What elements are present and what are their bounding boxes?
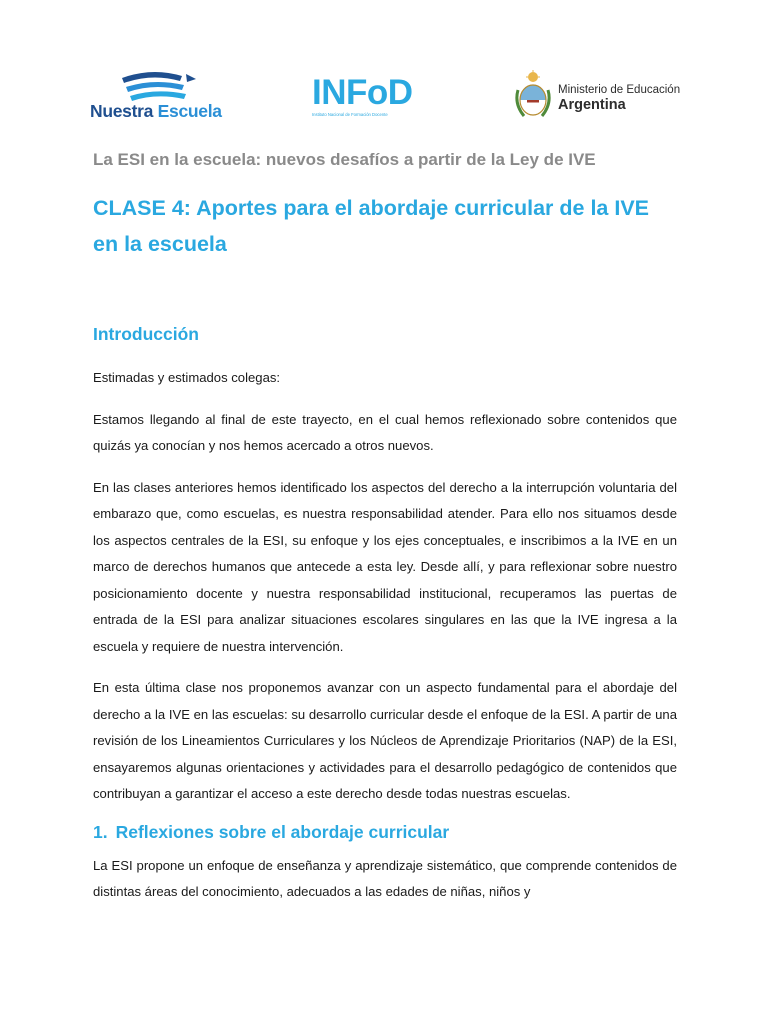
section-title: Reflexiones sobre el abordaje curricular bbox=[115, 821, 450, 842]
section-heading bbox=[93, 822, 677, 843]
paragraph: En las clases anteriores hemos identificado los aspectos del derecho a la interrupción voluntaria del embarazo que, como escuelas, es nuestra responsabilidad atender. Para ello nos situamos desde los aspectos centrales de la ESI, su enfoque y los ejes conceptuales, e inscribimos a la IVE en un marco de derechos humanos que antecede a esta ley. Desde allí, y para reflexionar sobre nuestro posicionamiento docente y nuestra responsabilidad institucional, recuperamos las puertas de entrada de la ESI para analizar situaciones escolares singulares en las que la IVE ingresa a la escuela y requiere de nuestra intervención. bbox=[93, 479, 677, 654]
infod-wordmark: INFoD bbox=[312, 73, 413, 112]
ministerio-logo bbox=[514, 70, 684, 126]
course-title: La ESI en la escuela: nuevos desafíos a partir de la Ley de IVE bbox=[93, 150, 596, 169]
ministerio-name: Ministerio de Educación bbox=[558, 84, 681, 96]
nuestra-escuela-wordmark: Nuestra Escuela bbox=[90, 101, 222, 121]
infod-logo bbox=[312, 73, 413, 117]
intro-heading: Introducción bbox=[93, 324, 199, 344]
paragraph: En esta última clase nos proponemos avanzar con un aspecto fundamental para el abordaje del derecho a la IVE en las escuelas: su desarrollo curricular desde el enfoque de la ESI. A partir de una revisión de los Lineamientos Curriculares y los Núcleos de Aprendizaje Prioritarios (NAP) de la ESI, ensayaremos algunas orientaciones y actividades para el desarrollo pedagógico de contenidos que contribuyan a garantizar el acceso a este derecho desde todas nuestras escuelas. bbox=[93, 680, 677, 801]
nuestra-escuela-waves-icon bbox=[116, 70, 198, 104]
header-logos bbox=[90, 68, 680, 128]
coat-of-arms-icon bbox=[514, 70, 552, 120]
paragraph: La ESI propone un enfoque de enseñanza y aprendizaje sistemático, que comprende contenidos de distintas áreas del conocimiento, adecuados a las edades de niñas, niños y bbox=[93, 857, 677, 899]
class-title: CLASE 4: Aportes para el abordaje curricular de la IVE en la escuela bbox=[93, 196, 649, 256]
document-body bbox=[93, 150, 677, 906]
greeting: Estimadas y estimados colegas: bbox=[93, 370, 281, 385]
ministerio-country: Argentina bbox=[558, 97, 626, 113]
infod-subtitle: Instituto Nacional de Formación Docente bbox=[312, 112, 388, 117]
nuestra-escuela-logo bbox=[90, 70, 220, 124]
section-number: 1. bbox=[93, 821, 108, 842]
paragraph: Estamos llegando al final de este trayecto, en el cual hemos reflexionado sobre contenidos que quizás ya conocían y nos hemos acercado a otros nuevos. bbox=[93, 411, 677, 453]
